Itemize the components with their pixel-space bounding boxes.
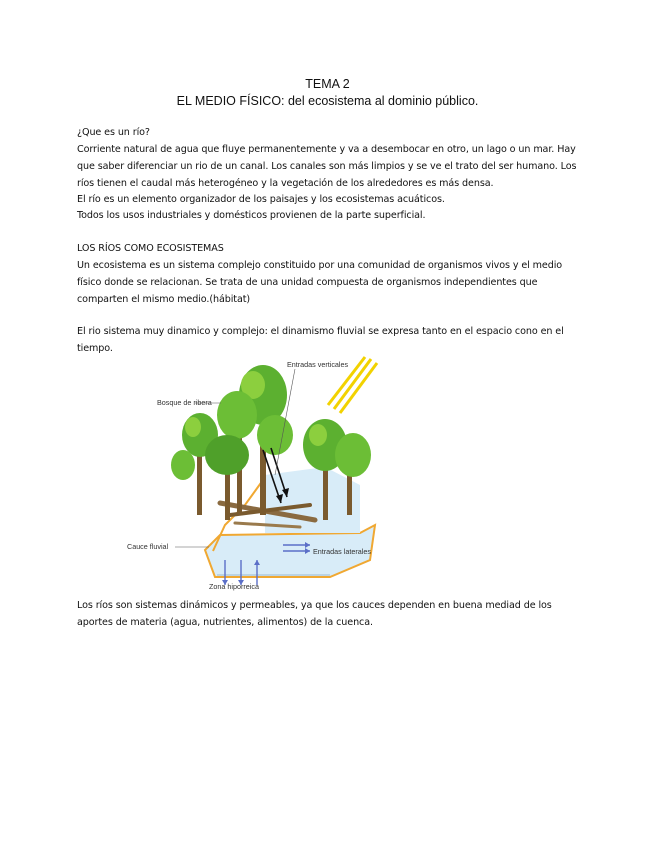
paragraph-line: comparten el mismo medio.(hábitat): [77, 294, 251, 305]
label-lateral-inputs: Entradas laterales: [313, 547, 371, 556]
paragraph-line: que saber diferenciar un rio de un canal. Los canales son más limpios y se ve el trato del ser humano. Los: [77, 161, 577, 172]
section-question: ¿Que es un río?: [77, 127, 150, 138]
section-heading: LOS RÍOS COMO ECOSISTEMAS: [77, 243, 224, 254]
paragraph-line: aportes de materia (agua, nutrientes, alimentos) de la cuenca.: [77, 617, 373, 628]
page-subtitle: EL MEDIO FÍSICO: del ecosistema al dominio público.: [176, 94, 479, 108]
label-river-channel: Cauce fluvial: [127, 542, 169, 551]
paragraph-line: El río es un elemento organizador de los paisajes y los ecosistemas acuáticos.: [77, 194, 445, 205]
river-ecosystem-diagram: [125, 355, 385, 595]
label-riparian-forest: Bosque de ribera: [157, 398, 212, 407]
page-title: TEMA 2: [305, 77, 350, 91]
paragraph-line: físico donde se relacionan. Se trata de una unidad compuesta de organismos independientes que: [77, 277, 538, 288]
paragraph-line: Los ríos son sistemas dinámicos y permeables, ya que los cauces dependen en buena mediad de los: [77, 600, 552, 611]
paragraph-line: El rio sistema muy dinamico y complejo: el dinamismo fluvial se expresa tanto en el espacio cono en el: [77, 326, 564, 337]
paragraph-line: Un ecosistema es un sistema complejo constituido por una comunidad de organismos vivos y el medio: [77, 260, 563, 271]
label-hyporheic-zone: Zona hiporreica: [209, 582, 259, 591]
label-vertical-inputs: Entradas verticales: [287, 360, 349, 369]
paragraph-line: Todos los usos industriales y domésticos provienen de la parte superficial.: [77, 210, 426, 221]
paragraph-line: ríos tienen el caudal más heterogéneo y la vegetación de los alrededores es más densa.: [77, 178, 494, 189]
paragraph-line: tiempo.: [77, 343, 113, 354]
paragraph-line: Corriente natural de agua que fluye permanentemente y va a desembocar en otro, un lago o un mar. Hay: [77, 144, 576, 155]
